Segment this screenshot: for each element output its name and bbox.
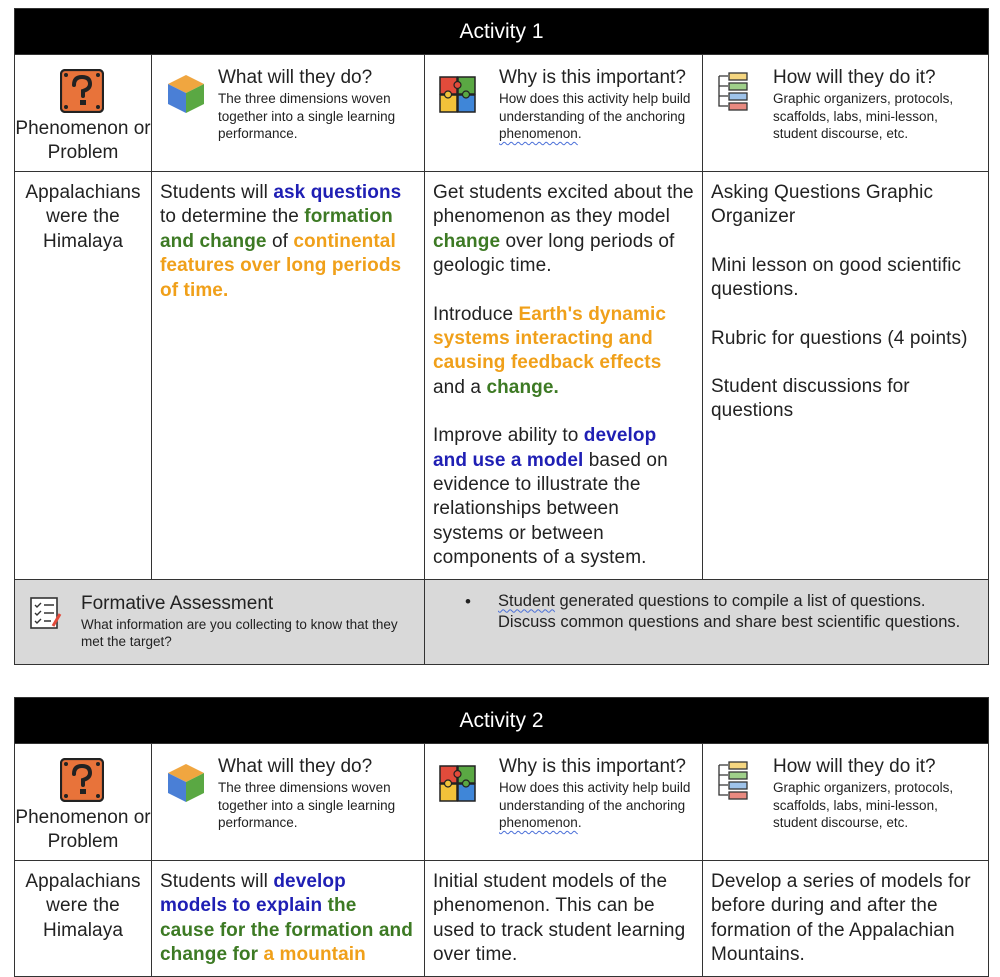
formative-label-cell xyxy=(15,579,425,664)
why-title: Why is this important? xyxy=(499,756,686,777)
bullet: • xyxy=(465,591,471,611)
phenomenon-header xyxy=(15,744,152,861)
formative-text: Student generated questions to compile a list of questions. Discuss common questions and share best scientific questions. xyxy=(498,591,961,632)
activity-1-header-row xyxy=(15,55,989,172)
what-header xyxy=(152,744,425,861)
what-cell: Students will ask questions to determine the formation and change of continental features over long periods of time. xyxy=(152,172,425,580)
how-header xyxy=(703,55,989,172)
what-title: What will they do? xyxy=(218,756,373,777)
how-title: How will they do it? xyxy=(773,67,936,88)
how-cell: Asking Questions Graphic Organizer Mini lesson on good scientific questions. Rubric for questions (4 points) Student discussions for questions xyxy=(703,172,989,580)
activity-2-table xyxy=(14,697,989,977)
puzzle-icon xyxy=(438,764,478,806)
checklist-icon xyxy=(29,596,63,630)
formative-assessment-row xyxy=(15,579,989,664)
why-cell: Initial student models of the phenomenon. This can be used to track student learning over time. xyxy=(425,861,703,977)
what-header xyxy=(152,55,425,172)
question-block-icon xyxy=(60,758,104,802)
why-cell: Get students excited about the phenomenon as they model change over long periods of geologic time. Introduce Earth's dynamic systems interacting and causing feedback effects and a change. Improve ability to develop and use a model based on evidence to illustrate the relationships between systems or between components of a system. xyxy=(425,172,703,580)
phenomenon-label: Phenomenon or Problem xyxy=(15,118,151,163)
question-block-icon xyxy=(60,69,104,113)
how-cell: Develop a series of models for before during and after the formation of the Appalachian Mountains. xyxy=(703,861,989,977)
phenomenon-label: Phenomenon or Problem xyxy=(15,807,151,852)
activity-1-table xyxy=(14,8,989,665)
why-subtitle: How does this activity help build understanding of the anchoring phenomenon. xyxy=(499,780,691,830)
formative-title: Formative Assessment xyxy=(81,592,274,614)
why-title: Why is this important? xyxy=(499,67,686,88)
what-title: What will they do? xyxy=(218,67,373,88)
how-title: How will they do it? xyxy=(773,756,936,777)
why-header xyxy=(425,55,703,172)
cube-icon xyxy=(166,73,206,115)
cube-icon xyxy=(166,762,206,804)
what-cell: Students will develop models to explain the cause for the formation and change for a mountain xyxy=(152,861,425,977)
phenomenon-cell: Appalachians were the Himalaya xyxy=(15,172,152,580)
graphic-organizer-icon xyxy=(717,760,749,800)
how-subtitle: Graphic organizers, protocols, scaffolds, labs, mini-lesson, student discourse, etc. xyxy=(773,91,954,141)
activity-2-header-row xyxy=(15,744,989,861)
activity-2-title: Activity 2 xyxy=(15,698,989,744)
phenomenon-cell: Appalachians were the Himalaya xyxy=(15,861,152,977)
activity-1-title: Activity 1 xyxy=(15,9,989,55)
formative-subtitle: What information are you collecting to know that they met the target? xyxy=(81,616,398,650)
what-subtitle: The three dimensions woven together into a single learning performance. xyxy=(218,91,396,141)
what-subtitle: The three dimensions woven together into a single learning performance. xyxy=(218,780,396,830)
activity-1-content-row xyxy=(15,172,989,580)
phenomenon-header xyxy=(15,55,152,172)
how-header xyxy=(703,744,989,861)
graphic-organizer-icon xyxy=(717,71,749,111)
formative-content-cell xyxy=(425,579,989,664)
why-subtitle: How does this activity help build understanding of the anchoring phenomenon. xyxy=(499,91,691,141)
why-header xyxy=(425,744,703,861)
puzzle-icon xyxy=(438,75,478,117)
activity-2-content-row xyxy=(15,861,989,977)
how-subtitle: Graphic organizers, protocols, scaffolds, labs, mini-lesson, student discourse, etc. xyxy=(773,780,954,830)
